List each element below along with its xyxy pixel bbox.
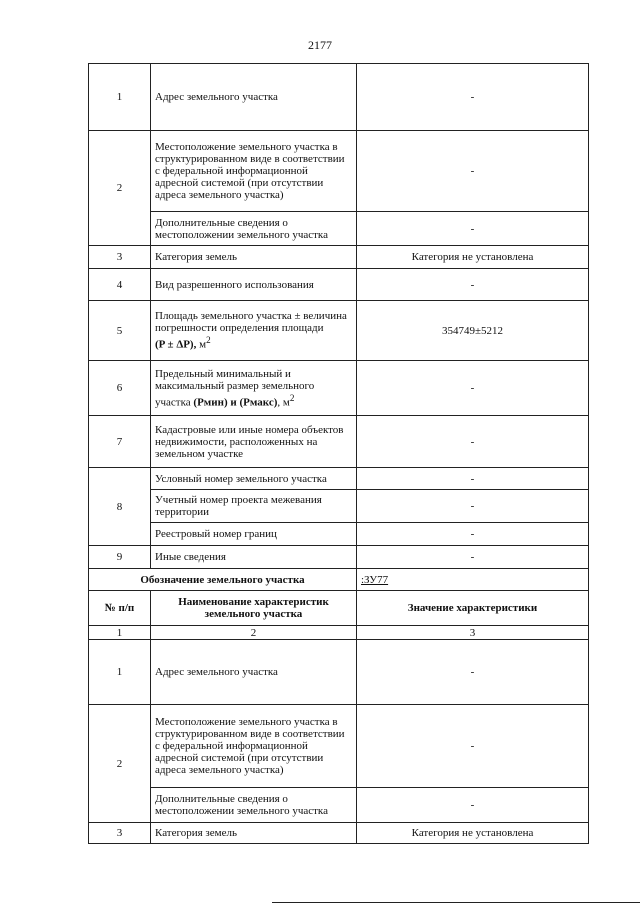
row-number: 5 (89, 301, 151, 361)
area-unit: м (196, 338, 207, 351)
page-edge-line (272, 902, 640, 903)
characteristic-value: - (357, 131, 589, 212)
unit-superscript: 2 (206, 335, 211, 346)
characteristic-value: - (357, 416, 589, 468)
table-row (89, 523, 589, 546)
row-number: 3 (89, 823, 151, 844)
row-number: 2 (89, 131, 151, 246)
table-row (89, 416, 589, 468)
characteristic-value: - (357, 705, 589, 788)
row-number: 4 (89, 269, 151, 301)
characteristic-value: - (357, 640, 589, 705)
characteristic-name: Условный номер земельного участка (151, 468, 357, 490)
characteristic-value: - (357, 212, 589, 246)
characteristic-value: - (357, 490, 589, 523)
characteristic-value: 354749±5212 (357, 301, 589, 361)
area-formula: (P ± ΔP), (155, 338, 197, 351)
characteristic-name: Реестровый номер границ (151, 523, 357, 546)
header-row (89, 591, 589, 626)
table-row (89, 269, 589, 301)
designation-label: Обозначение земельного участка (89, 569, 357, 591)
table-row (89, 246, 589, 269)
size-label: Предельный минимальный и максимальный размер земельного участка (155, 367, 315, 409)
row-number: 9 (89, 546, 151, 569)
characteristic-name: Адрес земельного участка (151, 640, 357, 705)
characteristic-name: Местоположение земельного участка в структурированном виде в соответствии с федеральной информационной адресной системой (при отсутствии адреса земельного участка) (151, 131, 357, 212)
characteristic-name: Вид разрешенного использования (151, 269, 357, 301)
row-number: 2 (89, 705, 151, 823)
table-row (89, 468, 589, 490)
land-plot-table (88, 63, 589, 844)
characteristic-name (151, 361, 357, 416)
column-number: 1 (89, 626, 151, 640)
row-number: 8 (89, 468, 151, 546)
table-row (89, 705, 589, 788)
characteristic-name: Кадастровые или иные номера объектов недвижимости, расположенных на земельном участке (151, 416, 357, 468)
table-row (89, 361, 589, 416)
characteristic-value: - (357, 523, 589, 546)
designation-row (89, 569, 589, 591)
column-number-row (89, 626, 589, 640)
table-row (89, 823, 589, 844)
table-row (89, 64, 589, 131)
characteristic-name: Дополнительные сведения о местоположении земельного участка (151, 788, 357, 823)
characteristic-value: - (357, 468, 589, 490)
characteristic-value: Категория не установлена (357, 246, 589, 269)
table-row (89, 131, 589, 212)
table-row (89, 212, 589, 246)
characteristic-name: Категория земель (151, 823, 357, 844)
characteristic-name: Местоположение земельного участка в структурированном виде в соответствии с федеральной информационной адресной системой (при отсутствии адреса земельного участка) (151, 705, 357, 788)
table-row (89, 301, 589, 361)
page-number: 2177 (308, 38, 332, 52)
column-number: 3 (357, 626, 589, 640)
characteristic-value: - (357, 546, 589, 569)
characteristic-value: Категория не установлена (357, 823, 589, 844)
size-formula: (Pмин) и (Pмакс) (193, 396, 278, 409)
characteristic-name: Учетный номер проекта межевания территории (151, 490, 357, 523)
row-number: 1 (89, 640, 151, 705)
characteristic-name: Иные сведения (151, 546, 357, 569)
unit-superscript: 2 (289, 392, 295, 403)
characteristic-value: - (357, 64, 589, 131)
characteristic-name (151, 301, 357, 361)
row-number: 6 (89, 361, 151, 416)
row-number: 1 (89, 64, 151, 131)
column-header-name: Наименование характеристик земельного участка (151, 591, 357, 626)
row-number: 3 (89, 246, 151, 269)
characteristic-name: Дополнительные сведения о местоположении земельного участка (151, 212, 357, 246)
row-number: 7 (89, 416, 151, 468)
characteristic-value: - (357, 788, 589, 823)
column-header-number: № п/п (89, 591, 151, 626)
characteristic-name: Адрес земельного участка (151, 64, 357, 131)
size-unit: , м (277, 396, 290, 409)
column-number: 2 (151, 626, 357, 640)
characteristic-value: - (357, 269, 589, 301)
table-row (89, 788, 589, 823)
table-row (89, 490, 589, 523)
area-label: Площадь земельного участка ± величина погрешности определения площади (155, 310, 347, 335)
designation-code: :ЗУ77 (357, 569, 589, 591)
column-header-value: Значение характеристики (357, 591, 589, 626)
characteristic-value: - (357, 361, 589, 416)
characteristic-name: Категория земель (151, 246, 357, 269)
table-row (89, 546, 589, 569)
table-row (89, 640, 589, 705)
